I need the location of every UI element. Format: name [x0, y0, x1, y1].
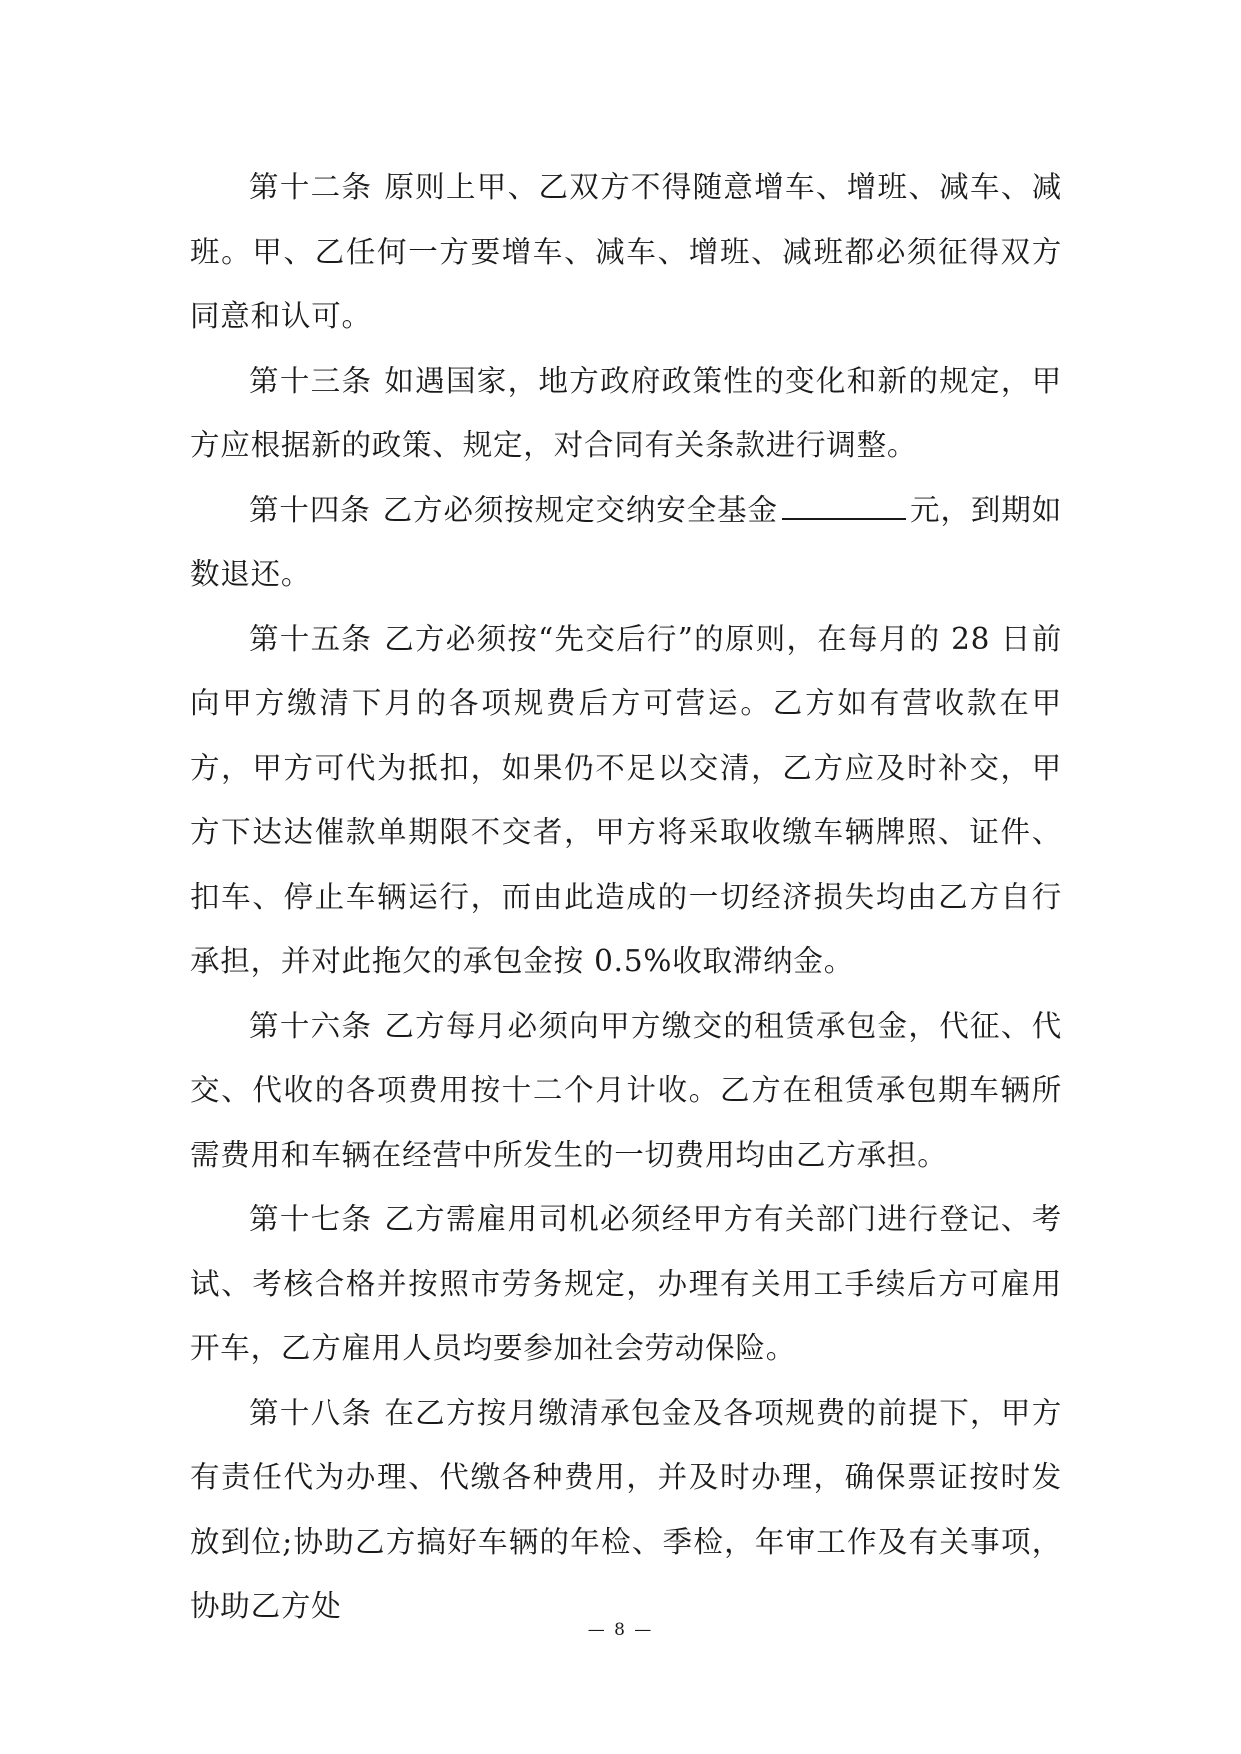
page-number: — 8 — — [587, 1620, 654, 1640]
clause-number: 第十五条 — [249, 621, 373, 656]
amount-blank-line — [782, 492, 906, 520]
clause-13 — [190, 349, 1062, 478]
clause-18 — [190, 1381, 1062, 1639]
document-body — [190, 155, 1062, 1639]
clause-text: 原则上甲、乙双方不得随意增车、增班、减车、减班。甲、乙任何一方要增车、减车、增班、减班都必须征得双方同意和认可。 — [190, 170, 1062, 333]
clause-text: 在乙方按月缴清承包金及各项规费的前提下，甲方有责任代为办理、代缴各种费用，并及时办理，确保票证按时发放到位;协助乙方搞好车辆的年检、季检，年审工作及有关事项，协助乙方处 — [190, 1395, 1062, 1623]
clause-number: 第十三条 — [249, 363, 373, 398]
clause-text: 乙方必须按“先交后行”的原则，在每月的 28 日前向甲方缴清下月的各项规费后方可营运。乙方如有营收款在甲方，甲方可代为抵扣，如果仍不足以交清，乙方应及时补交，甲方下达达催款单期限不交者，甲方将采取收缴车辆牌照、证件、扣车、停止车辆运行，而由此造成的一切经济损失均由乙方自行承担，并对此拖欠的承包金按 0.5%收取滞纳金。 — [190, 621, 1062, 978]
clause-15 — [190, 607, 1062, 994]
clause-text: 乙方需雇用司机必须经甲方有关部门进行登记、考试、考核合格并按照市劳务规定，办理有关用工手续后方可雇用开车，乙方雇用人员均要参加社会劳动保险。 — [190, 1202, 1062, 1365]
clause-number: 第十六条 — [249, 1008, 373, 1043]
clause-number: 第十八条 — [249, 1395, 373, 1430]
clause-number: 第十七条 — [249, 1202, 373, 1236]
clause-number: 第十四条 — [249, 492, 371, 527]
clause-text-before-blank: 乙方必须按规定交纳安全基金 — [382, 492, 778, 527]
clause-14 — [190, 478, 1062, 607]
clause-number: 第十二条 — [249, 170, 373, 204]
clause-12 — [190, 155, 1062, 349]
clause-text-after-blank: 元，到期如数退还。 — [190, 492, 1062, 591]
clause-16 — [190, 994, 1062, 1188]
clause-17 — [190, 1187, 1062, 1381]
clause-text: 乙方每月必须向甲方缴交的租赁承包金，代征、代交、代收的各项费用按十二个月计收。乙方在租赁承包期车辆所需费用和车辆在经营中所发生的一切费用均由乙方承担。 — [190, 1008, 1062, 1172]
clause-text: 如遇国家，地方政府政策性的变化和新的规定，甲方应根据新的政策、规定，对合同有关条款进行调整。 — [190, 363, 1062, 462]
